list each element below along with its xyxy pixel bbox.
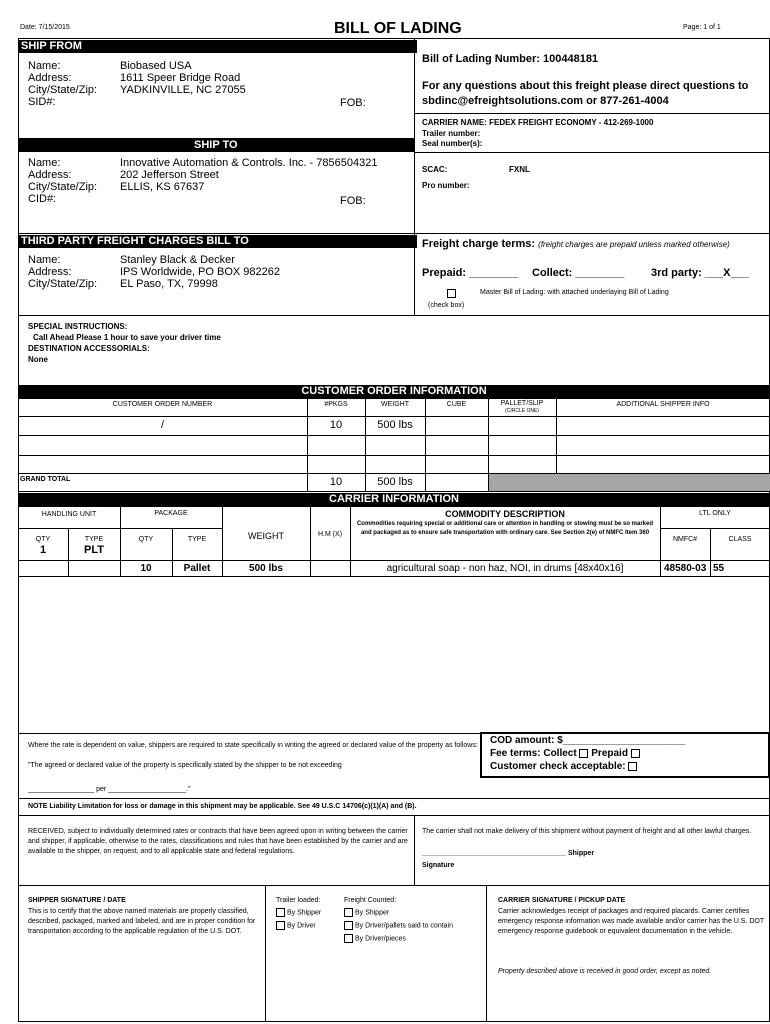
- grand-total-shaded: [489, 474, 770, 491]
- package-header: PACKAGE: [154, 510, 188, 517]
- bol-number: Bill of Lading Number: 100448181: [422, 53, 599, 65]
- pkg-type-header: TYPE: [187, 536, 207, 543]
- ship-from-labels: Name: Address: City/State/Zip: SID#:: [28, 60, 98, 108]
- special-instructions-text: Call Ahead Please 1 hour to save your driver time: [33, 333, 221, 342]
- col-circle-one: (CIRCLE ONE): [505, 408, 539, 414]
- trailer-number: Trailer number:: [422, 129, 481, 138]
- hu-type-value: PLT: [84, 544, 104, 556]
- col-cube: CUBE: [446, 401, 467, 408]
- prepaid-checkbox[interactable]: [631, 749, 640, 758]
- check-box-label: (check box): [428, 302, 465, 309]
- no-delivery-text: The carrier shall not make delivery of this shipment without payment of freight and all other lawful charges.: [422, 828, 752, 835]
- seal-number: Seal number(s):: [422, 139, 483, 148]
- destination-accessorials-title: DESTINATION ACCESSORIALS:: [28, 344, 150, 353]
- ship-to-fob: FOB:: [340, 195, 366, 207]
- counted-by-shipper-checkbox[interactable]: [344, 908, 353, 917]
- commodity-description-value: agricultural soap - non haz, NOI, in drums [48x40x16]: [386, 563, 624, 574]
- by-driver-checkbox[interactable]: [276, 921, 285, 930]
- hm-header: H.M (X): [317, 531, 343, 538]
- master-bol-checkbox[interactable]: [447, 289, 456, 298]
- freight-terms: Freight charge terms: (freight charges are prepaid unless marked otherwise): [422, 238, 730, 250]
- ship-from-city: YADKINVILLE, NC 27055: [120, 84, 246, 96]
- declared-value-quote: "The agreed or declared value of the property is specifically stated by the shipper to be not exceeding: [28, 762, 342, 769]
- document-title: BILL OF LADING: [334, 20, 462, 37]
- ship-from-values: [120, 60, 246, 96]
- carrier-info-heading: CARRIER INFORMATION: [18, 493, 770, 506]
- freight-counted-pieces: By Driver/pieces: [344, 934, 406, 943]
- counted-by-pieces-checkbox[interactable]: [344, 934, 353, 943]
- hu-type-header: TYPE: [84, 536, 104, 543]
- carrier-name: CARRIER NAME: FEDEX FREIGHT ECONOMY - 412-269-1000: [422, 118, 654, 127]
- declared-value-line[interactable]: _________________ per ____________________.": [28, 786, 191, 793]
- customer-order-number-cell: /: [160, 419, 165, 431]
- customer-order-heading: CUSTOMER ORDER INFORMATION: [18, 385, 770, 398]
- pkgs-cell: 10: [329, 419, 343, 431]
- fee-terms: Fee terms: Collect Prepaid: [490, 748, 640, 759]
- shipper-signature-text: This is to certify that the above named materials are properly classified, described, packaged, marked and labeled, and are in proper condition for transportation according to the applicable regulation of the U.S. DOT.: [28, 908, 256, 935]
- ship-from-name: Biobased USA: [120, 60, 192, 72]
- declared-value-text: Where the rate is dependent on value, shippers are required to state specifically in writing the agreed or declared value of the property as follows:: [28, 742, 478, 749]
- class-value: 55: [713, 563, 725, 574]
- ship-from-heading: SHIP FROM: [18, 40, 417, 53]
- col-pallet-slip: PALLET/SLIP: [500, 400, 544, 407]
- weight-cell: 500 lbs: [377, 419, 413, 431]
- by-shipper-checkbox[interactable]: [276, 908, 285, 917]
- document-date: Date: 7/15/2015: [20, 24, 70, 31]
- special-instructions-title: SPECIAL INSTRUCTIONS:: [28, 322, 128, 331]
- ship-from-address: 1611 Speer Bridge Road: [120, 72, 241, 84]
- liability-note: NOTE Liability Limitation for loss or damage in this shipment may be applicable. See 49 U.S.C 14706(c)(1)(A) and (B).: [28, 803, 417, 810]
- handling-unit-header: HANDLING UNIT: [41, 511, 97, 518]
- third-party-heading: THIRD PARTY FREIGHT CHARGES BILL TO: [18, 235, 417, 248]
- collect-checkbox[interactable]: [579, 749, 588, 758]
- hu-qty-header: QTY: [35, 536, 51, 543]
- hu-qty-value: 1: [39, 544, 47, 556]
- col-additional-info: ADDITIONAL SHIPPER INFO: [616, 401, 710, 408]
- weight-header: WEIGHT: [248, 531, 284, 541]
- ship-to-values: [120, 157, 377, 193]
- ship-from-fob: FOB:: [340, 97, 366, 109]
- cod-amount[interactable]: COD amount: $______________________: [490, 735, 686, 746]
- grand-total-label: GRAND TOTAL: [20, 476, 71, 483]
- trailer-loaded-driver: By Driver: [276, 921, 316, 930]
- destination-accessorials-value: None: [28, 355, 48, 364]
- customer-check-checkbox[interactable]: [628, 762, 637, 771]
- grand-total-pkgs: 10: [329, 476, 343, 488]
- carrier-signature-title: CARRIER SIGNATURE / PICKUP DATE: [498, 897, 626, 904]
- trailer-loaded-title: Trailer loaded:: [276, 897, 321, 904]
- third-party-labels: Name: Address: City/State/Zip:: [28, 254, 98, 290]
- collect-field[interactable]: Collect: ________: [532, 267, 625, 279]
- commodity-header: COMMODITY DESCRIPTION: [445, 509, 565, 519]
- freight-counted-pallets: By Driver/pallets said to contain: [344, 921, 453, 930]
- freight-counted-shipper: By Shipper: [344, 908, 389, 917]
- col-weight: WEIGHT: [381, 401, 409, 408]
- ship-to-address: 202 Jefferson Street: [120, 169, 219, 181]
- col-customer-order-number: CUSTOMER ORDER NUMBER: [112, 401, 213, 408]
- carrier-signature-text: Carrier acknowledges receipt of packages and required placards. Carrier certifies emergency response information was made available and/or carrier has the U.S. DOT emergency response guidebook or equivalent documentation in the vehicle.: [498, 908, 764, 935]
- customer-check: Customer check acceptable:: [490, 761, 637, 772]
- class-header: CLASS: [728, 536, 752, 543]
- ship-to-city: ELLIS, KS 67637: [120, 181, 205, 193]
- ltl-header: LTL ONLY: [699, 510, 731, 517]
- weight-value: 500 lbs: [249, 563, 283, 574]
- ship-to-heading: SHIP TO: [18, 139, 414, 152]
- pkg-type-value: Pallet: [183, 563, 211, 574]
- commodity-note: Commodities requiring special or additional care or attention in handling or stowing must be so marked and packaged as to ensure safe transportation with ordinary care. See Section 2(e) of NMFC Item 360: [356, 521, 654, 536]
- shipper-signature-line[interactable]: _____________________________________ Shipper: [422, 850, 595, 857]
- trailer-loaded-shipper: By Shipper: [276, 908, 321, 917]
- signature-label: Signature: [422, 862, 455, 869]
- nmfc-value: 48580-03: [664, 563, 707, 574]
- master-bol-label: Master Bill of Lading: with attached underlaying Bill of Lading: [480, 289, 669, 296]
- pkg-qty-value: 10: [140, 563, 152, 574]
- grand-total-weight: 500 lbs: [377, 476, 413, 488]
- nmfc-header: NMFC#: [672, 536, 698, 543]
- received-text: RECEIVED, subject to individually determined rates or contracts that have been agreed upon in writing between the carrier and shipper, if applicable, otherwise to the rates, classifications and rules that have been established by the carrier and are available to the shipper, on request, and to all applicable state and federal regulations.: [28, 828, 408, 855]
- bol-questions: For any questions about this freight please direct questions to sbdinc@efreightsolutions.com or 877-261-4004: [422, 80, 749, 107]
- ship-to-labels: Name: Address: City/State/Zip: CID#:: [28, 157, 98, 205]
- scac-value: FXNL: [509, 165, 530, 174]
- pro-number: Pro number:: [422, 181, 470, 190]
- shipper-signature-title: SHIPPER SIGNATURE / DATE: [28, 897, 126, 904]
- col-pkgs: #PKGS: [324, 401, 348, 408]
- pkg-qty-header: QTY: [138, 536, 154, 543]
- third-party-values: Stanley Black & Decker IPS Worldwide, PO BOX 982262 EL Paso, TX, 79998: [120, 254, 280, 290]
- page-number: Page: 1 of 1: [683, 24, 721, 31]
- third-party-field[interactable]: 3rd party: ___X___: [651, 267, 749, 279]
- property-received-text: Property described above is received in good order, except as noted.: [498, 968, 712, 975]
- prepaid-field[interactable]: Prepaid: ________: [422, 267, 519, 279]
- freight-counted-title: Freight Counted:: [344, 897, 397, 904]
- counted-by-pallets-checkbox[interactable]: [344, 921, 353, 930]
- ship-to-name: Innovative Automation & Controls. Inc. - 7856504321: [120, 157, 378, 169]
- scac-label: SCAC:: [422, 165, 448, 174]
